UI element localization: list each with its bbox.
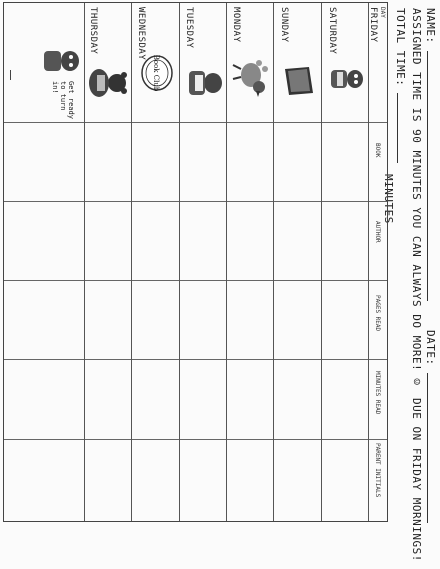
column-header-author: AUTHOR bbox=[374, 221, 381, 243]
book-club-sign-text: Book Club bbox=[152, 54, 160, 92]
column-header-parent-initials: PARENT INITIALS bbox=[374, 443, 381, 498]
column-header-book: BOOK bbox=[374, 143, 381, 158]
day-saturday: SATURDAY bbox=[327, 7, 337, 55]
assignment-text: ASSIGNED TIME IS 90 MINUTES YOU CAN ALWAYS DO MORE! ☺ bbox=[410, 8, 423, 386]
cartoon-chicken-icon bbox=[229, 55, 273, 103]
book-icon bbox=[283, 63, 317, 99]
reading-log-table bbox=[3, 2, 388, 522]
thursday-note-line: Get ready bbox=[67, 81, 75, 119]
due-text: DUE ON FRIDAY MORNINGS! bbox=[410, 398, 423, 562]
day-tuesday: TUESDAY bbox=[184, 7, 194, 49]
day-wednesday: WEDNESDAY bbox=[136, 7, 146, 61]
name-blank[interactable] bbox=[427, 51, 438, 301]
minutes-label: MINUTES bbox=[382, 174, 395, 224]
cartoon-dog-icon bbox=[40, 43, 82, 79]
date-label: DATE: bbox=[424, 330, 437, 366]
date-field bbox=[424, 330, 438, 523]
day-thursday: THURSDAY bbox=[88, 7, 98, 55]
name-label: NAME: bbox=[424, 8, 437, 44]
column-header-pages-read: PAGES READ bbox=[374, 295, 381, 332]
thursday-note bbox=[51, 81, 75, 119]
book-club-sign-icon bbox=[135, 53, 179, 93]
cartoon-reader-icon bbox=[185, 65, 225, 101]
thursday-note-line: to turn bbox=[59, 81, 67, 111]
thursday-note-line: in! bbox=[51, 81, 59, 94]
date-blank[interactable] bbox=[427, 373, 438, 523]
total-time-label: TOTAL TIME: bbox=[394, 8, 407, 87]
name-field bbox=[424, 8, 438, 301]
cartoon-bear-reading-icon bbox=[87, 63, 129, 103]
day-sunday: SUNDAY bbox=[279, 7, 289, 43]
total-time-field bbox=[394, 8, 408, 163]
column-header-minutes-read: MINUTES READ bbox=[374, 371, 381, 415]
total-time-blank[interactable] bbox=[397, 93, 408, 163]
cartoon-dog-icon bbox=[327, 63, 367, 95]
column-header-day: DAY bbox=[379, 7, 386, 18]
day-friday: FRIDAY bbox=[368, 7, 378, 43]
day-monday: MONDAY bbox=[231, 7, 241, 43]
